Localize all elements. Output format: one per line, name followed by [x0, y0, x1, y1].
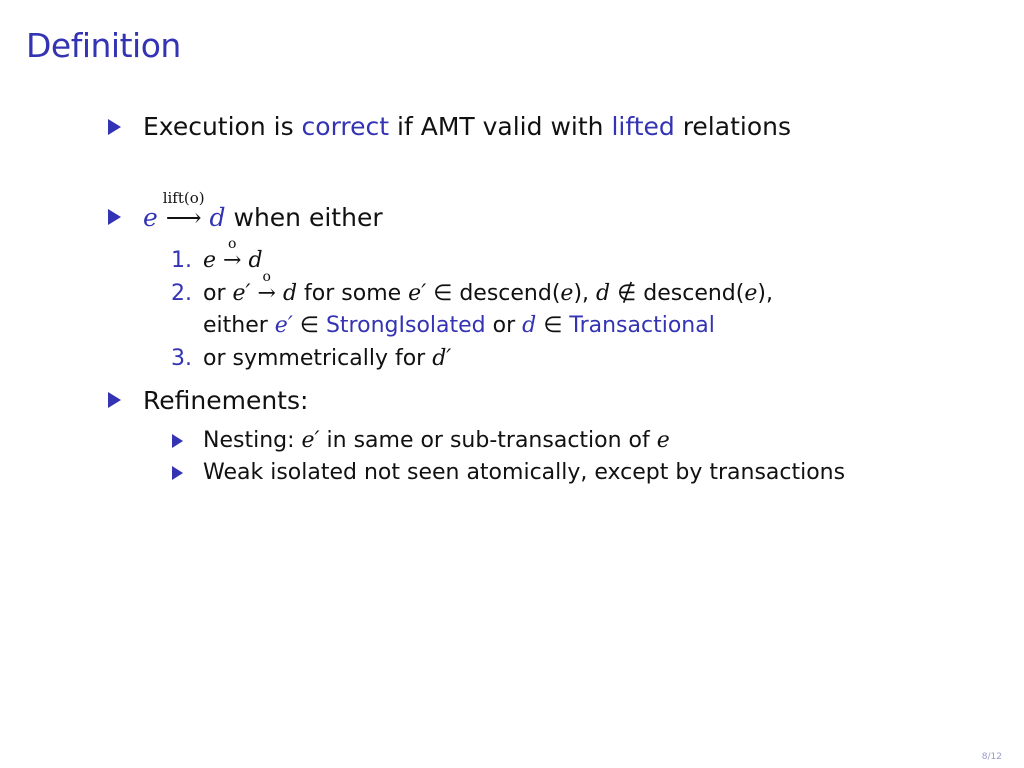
- arrow-label: lift(o): [162, 189, 205, 207]
- bullet-icon: [108, 392, 121, 408]
- var-e: e: [203, 248, 217, 273]
- enum-number: 3.: [171, 346, 192, 371]
- term-lifted: lifted: [611, 112, 675, 141]
- arrow-label: o: [262, 269, 271, 285]
- sub-item-2: [203, 269, 773, 306]
- text: relations: [674, 112, 791, 141]
- text: ∈ descend(: [426, 281, 561, 306]
- text: Nesting:: [203, 428, 302, 453]
- sub-item-3: [203, 346, 451, 371]
- var-e: e: [143, 203, 158, 232]
- long-arrow-icon: ⟶: [165, 203, 202, 232]
- var-d-prime: d′: [432, 346, 452, 371]
- text: ),: [573, 281, 597, 306]
- text: Execution is: [143, 112, 302, 141]
- refinement-nesting: [203, 428, 670, 453]
- term-transactional: Transactional: [569, 313, 715, 338]
- o-arrow: [223, 236, 242, 273]
- var-d: d: [282, 281, 298, 306]
- frame-title: Definition: [26, 26, 181, 65]
- text: ∈: [536, 313, 570, 338]
- text: ∉ descend(: [610, 281, 745, 306]
- var-d: d: [209, 203, 226, 232]
- lift-arrow: [162, 189, 205, 232]
- var-d: d: [596, 281, 611, 306]
- var-e-prime: e′: [274, 313, 293, 338]
- sub-item-1: [203, 236, 263, 273]
- var-e: e: [656, 428, 670, 453]
- term-correct: correct: [301, 112, 390, 141]
- sub-bullet-icon: [172, 466, 183, 480]
- var-e-prime: e′: [408, 281, 427, 306]
- var-d: d: [522, 313, 537, 338]
- text: when either: [225, 203, 383, 232]
- item-execution-correct: [143, 112, 791, 141]
- sub-bullet-icon: [172, 434, 183, 448]
- o-arrow: [257, 269, 276, 306]
- var-d: d: [248, 248, 263, 273]
- arrow-icon: →: [257, 281, 276, 306]
- item-lift-definition: [143, 189, 383, 232]
- text: either: [203, 313, 275, 338]
- text: or: [485, 313, 523, 338]
- text: ∈: [292, 313, 326, 338]
- text: in same or sub-transaction of: [319, 428, 657, 453]
- text: if AMT valid with: [389, 112, 612, 141]
- text: for some: [297, 281, 409, 306]
- text: or symmetrically for: [203, 346, 433, 371]
- var-e: e: [744, 281, 758, 306]
- sub-item-2-continued: [203, 313, 715, 338]
- arrow-icon: →: [223, 248, 242, 273]
- bullet-icon: [108, 209, 121, 225]
- item-refinements: Refinements:: [143, 386, 309, 415]
- var-e-prime: e′: [301, 428, 320, 453]
- text: ),: [757, 281, 773, 306]
- refinement-weak-isolated: Weak isolated not seen atomically, except by transactions: [203, 460, 846, 485]
- text: or: [203, 281, 233, 306]
- page-number: 8/12: [981, 752, 1002, 762]
- var-e-prime: e′: [232, 281, 251, 306]
- bullet-icon: [108, 119, 121, 135]
- arrow-label: o: [228, 236, 237, 252]
- enum-number: 1.: [171, 248, 192, 273]
- enum-number: 2.: [171, 281, 192, 306]
- term-strong-isolated: StrongIsolated: [325, 313, 486, 338]
- var-e: e: [560, 281, 574, 306]
